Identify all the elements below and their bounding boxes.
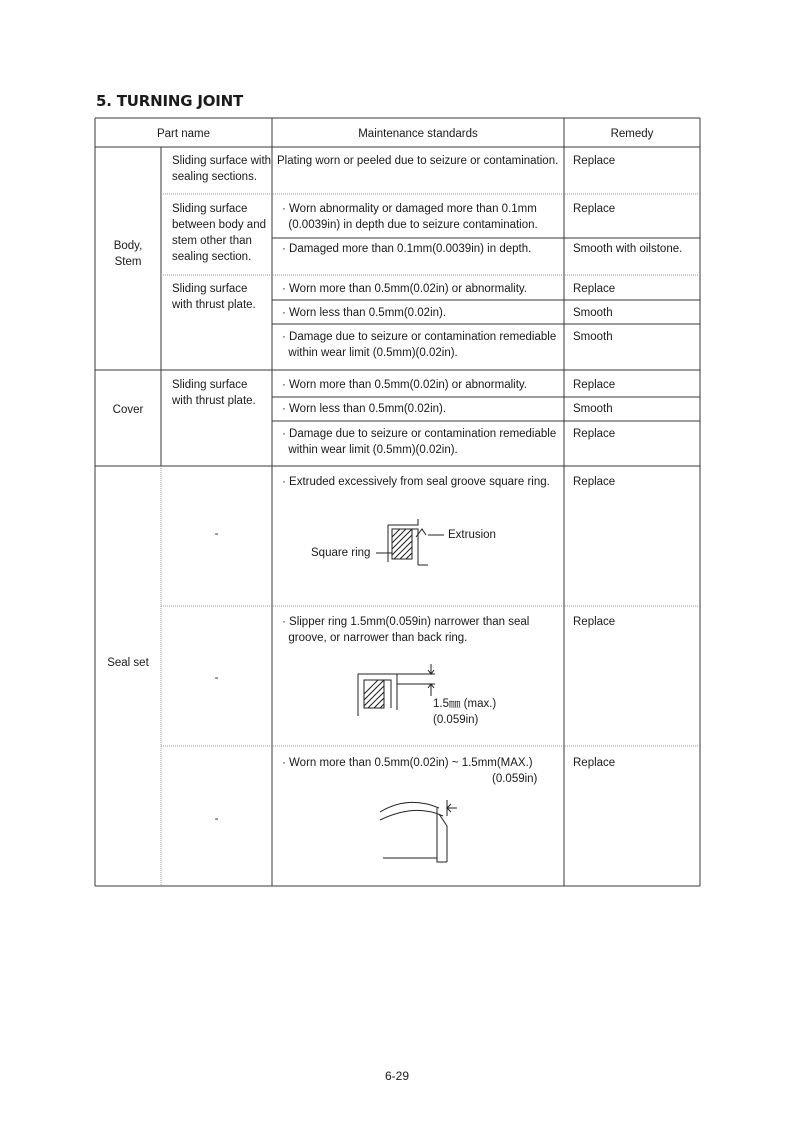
dimension-label-in: (0.059in) <box>433 714 479 726</box>
group-cover: Cover <box>112 404 144 416</box>
worn-seal-diagram <box>375 790 465 870</box>
standard-cell: · Worn more than 0.5mm(0.02in) or abnormality. <box>282 379 527 391</box>
square-ring-extrusion-diagram <box>300 515 540 585</box>
remedy-cell: Smooth <box>573 307 613 319</box>
remedy-cell: Replace <box>573 155 616 167</box>
standard-cell: · Worn abnormality or damaged more than 0.1mm (0.0039in) in depth due to seizure contamination. <box>282 203 538 231</box>
remedy-cell: Replace <box>573 283 616 295</box>
standard-cell: · Slipper ring 1.5mm(0.059in) narrower than seal groove, or narrower than back ring. <box>282 616 530 644</box>
part-name-cell: - <box>214 813 219 825</box>
remedy-cell: Replace <box>573 379 616 391</box>
group-seal-set: Seal set <box>107 657 149 669</box>
standard-cell: · Worn more than 0.5mm(0.02in) or abnormality. <box>282 283 527 295</box>
standard-cell: · Extruded excessively from seal groove square ring. <box>282 476 550 488</box>
page-number: 6-29 <box>384 1069 410 1083</box>
remedy-cell: Smooth <box>573 331 613 343</box>
extrusion-label: Extrusion <box>448 529 496 541</box>
part-name-cell: Sliding surface with thrust plate. <box>172 379 256 407</box>
header-part-name: Part name <box>156 128 211 140</box>
standard-cell: · Damage due to seizure or contamination remediable within wear limit (0.5mm)(0.02in). <box>282 428 557 456</box>
remedy-cell: Replace <box>573 203 616 215</box>
standard-cell: · Worn more than 0.5mm(0.02in) ~ 1.5mm(MAX.) <box>282 757 533 769</box>
dimension-label-mm: 1.5㎜ (max.) <box>433 698 497 710</box>
square-ring-label: Square ring <box>311 547 371 559</box>
remedy-cell: Replace <box>573 476 616 488</box>
header-maintenance-standards: Maintenance standards <box>358 128 478 140</box>
part-name-cell: - <box>214 528 219 540</box>
group-body-stem: Body, Stem <box>113 240 143 268</box>
header-remedy: Remedy <box>610 128 654 140</box>
remedy-cell: Smooth with oilstone. <box>573 243 683 255</box>
page-title: 5. TURNING JOINT <box>96 92 244 110</box>
remedy-cell: Replace <box>573 616 616 628</box>
standard-cell: · Worn less than 0.5mm(0.02in). <box>282 307 447 319</box>
standard-cell: · Damaged more than 0.1mm(0.0039in) in depth. <box>282 243 532 255</box>
part-name-cell: Sliding surface with sealing sections. <box>172 155 272 183</box>
remedy-cell: Replace <box>573 428 616 440</box>
slipper-ring-diagram <box>345 660 515 730</box>
part-name-cell: Sliding surface with thrust plate. <box>172 283 256 311</box>
remedy-cell: Replace <box>573 757 616 769</box>
remedy-cell: Smooth <box>573 403 613 415</box>
standard-cell: · Damage due to seizure or contamination remediable within wear limit (0.5mm)(0.02in). <box>282 331 557 359</box>
standard-cell-continued: (0.059in) <box>492 773 538 785</box>
standard-cell: Plating worn or peeled due to seizure or contamination. <box>277 155 559 167</box>
part-name-cell: Sliding surface between body and stem other than sealing section. <box>172 203 266 263</box>
part-name-cell: - <box>214 672 219 684</box>
standard-cell: · Worn less than 0.5mm(0.02in). <box>282 403 447 415</box>
